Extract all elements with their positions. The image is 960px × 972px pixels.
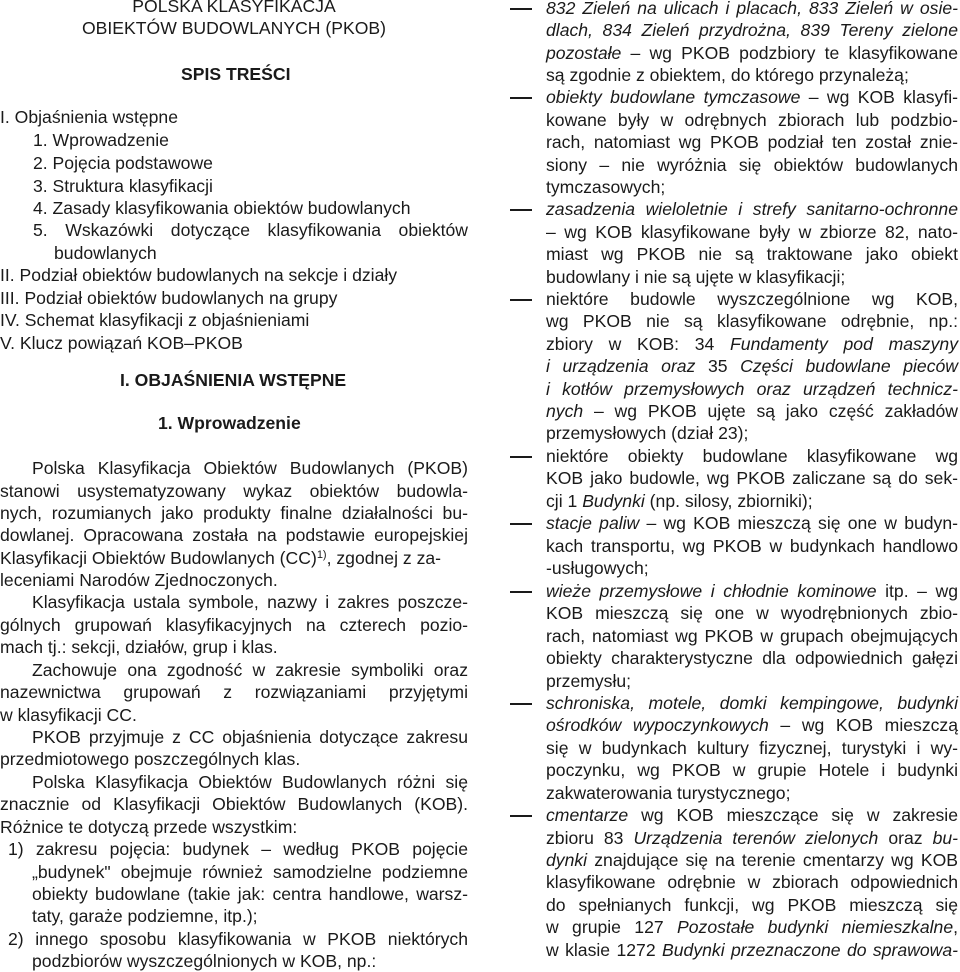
bullet-line: kach transportu, wg PKOB w budynkach handlowo — [546, 536, 958, 556]
bullet-line: przemysłu; — [546, 671, 632, 691]
italic-text: Budynki przeznaczone do sprawowa- — [662, 940, 958, 960]
toc-heading: SPIS TREŚCI — [181, 64, 291, 84]
italic-text: ośrodków wypoczynkowych — [546, 715, 769, 735]
toc-item: 1. Wprowadzenie — [33, 130, 169, 150]
bullet-dash — [510, 97, 532, 99]
bullet-text: wg KOB mieszczące się w zakresie — [628, 805, 958, 825]
bullet-line: są zgodnie z obiektem, do którego przynależą; — [546, 65, 909, 85]
italic-text: stacje paliw — [546, 513, 640, 533]
bullet-text: zbiory w KOB: 34 — [546, 334, 731, 354]
toc-item: I. Objaśnienia wstępne — [0, 107, 178, 127]
bullet-line: – wg KOB klasyfikowane były w zbiorze 82, nato- — [546, 222, 958, 242]
bullet-text: – wg PKOB podzbiory te klasyfikowane — [621, 43, 958, 63]
bullet-line: -usługowych; — [546, 558, 649, 578]
bullet-line: się w budynkach kultury fizycznej, turystyki i wy- — [546, 738, 958, 758]
paragraph-line: znacznie od Klasyfikacji Obiektów Budowlanych (KOB). — [0, 794, 468, 814]
bullet-text: w klasie 1272 — [546, 940, 663, 960]
italic-text: Części budowlane pieców — [740, 356, 958, 376]
bullet-dash — [510, 299, 532, 301]
italic-text: zasadzenia wieloletnie i strefy sanitarno-ochronne — [546, 199, 958, 219]
bullet-line — [546, 849, 958, 871]
paragraph-line: dowlanej. Opracowana została na podstawie europejskiej — [0, 525, 468, 545]
toc-item: 3. Struktura klasyfikacji — [33, 176, 213, 196]
italic-text: i urządzenia oraz — [546, 356, 696, 376]
bullet-line — [546, 490, 958, 512]
list-item-line: obiekty budowlane (takie jak: centra handlowe, warsz- — [32, 884, 468, 904]
paragraph-line: Polska Klasyfikacja Obiektów Budowlanych różni się — [32, 772, 468, 792]
bullet-line: poczynku, wg PKOB w grupie Hotele i budynki — [546, 760, 958, 780]
bullet-line — [546, 916, 958, 938]
section-heading: I. OBJAŚNIENIA WSTĘPNE — [120, 370, 347, 390]
footnote-marker: 1) — [316, 549, 327, 561]
paragraph-line: stanowi usystematyzowany wykaz obiektów budowla- — [0, 481, 468, 501]
paragraph-line: mach tj.: sekcji, działów, grup i klas. — [0, 637, 278, 657]
bullet-text: oraz — [878, 828, 933, 848]
bullet-line — [546, 804, 958, 826]
italic-text: Budynki — [582, 491, 645, 511]
italic-text: 832 Zieleń na ulicach i placach, 833 Zieleń w osie- — [546, 0, 958, 18]
paragraph-line: Różnice te dotyczą przede wszystkim: — [0, 817, 298, 837]
bullet-line: niektóre budowle wyszczególnione wg KOB, — [546, 289, 958, 309]
bullet-line — [546, 86, 958, 108]
toc-item: 2. Pojęcia podstawowe — [33, 153, 213, 173]
bullet-text: – wg PKOB ujęte są jako część zakładów — [583, 401, 958, 421]
paragraph-line: Zachowuje ona zgodność w zakresie symboliki oraz — [32, 660, 468, 680]
italic-text: nych — [546, 401, 584, 421]
bullet-dash — [510, 456, 532, 458]
italic-text: obiekty budowlane tymczasowe — [546, 87, 801, 107]
toc-item: IV. Schemat klasyfikacji z objaśnieniami — [0, 310, 310, 330]
bullet-text: w grupie 127 — [546, 917, 678, 937]
bullet-text: 35 — [695, 356, 741, 376]
paragraph-line: gólnych grupowań klasyfikacyjnych na czterech pozio- — [0, 615, 468, 635]
italic-text: i kotłów przemysłowych oraz urządzeń technicz- — [546, 379, 958, 399]
list-item-line: taty, garaże podziemne, itp.); — [32, 906, 258, 926]
doc-title-line-1: POLSKA KLASYFIKACJA — [132, 0, 336, 16]
list-item-line: „budynek" obejmuje również samodzielne podziemne — [32, 862, 468, 882]
italic-text: bu- — [932, 828, 958, 848]
toc-item: budowlanych — [54, 243, 157, 263]
bullet-text: – wg KOB klasyfi- — [800, 87, 958, 107]
italic-text: cmentarze — [546, 805, 629, 825]
bullet-line: siony – nie wyróżnia się obiektów budowlanych — [546, 155, 958, 175]
bullet-line: klasyfikowane odrębnie w zbiorach odpowiednich — [546, 872, 958, 892]
paragraph-text: , zgodnej z za- — [326, 548, 442, 568]
paragraph-line: nazewnictwa grupowań z rozwiązaniami przyjętymi — [0, 682, 468, 702]
toc-item: III. Podział obiektów budowlanych na grupy — [0, 288, 338, 308]
italic-text: pozostałe — [546, 43, 622, 63]
bullet-line — [546, 378, 958, 400]
bullet-line: rach, natomiast wg PKOB podział ten został znie- — [546, 132, 958, 152]
bullet-dash — [510, 209, 532, 211]
paragraph-line: Klasyfikacja ustala symbole, nazwy i zakres poszcze- — [32, 592, 468, 612]
paragraph-line: w klasyfikacji CC. — [0, 705, 137, 725]
bullet-line — [546, 580, 958, 602]
bullet-line — [546, 512, 958, 534]
bullet-line — [546, 19, 958, 41]
bullet-dash — [510, 703, 532, 705]
bullet-line: tymczasowych; — [546, 177, 666, 197]
paragraph-text: Klasyfikacji Obiektów Budowlanych (CC) — [0, 548, 317, 568]
toc-item: V. Klucz powiązań KOB–PKOB — [0, 333, 243, 353]
bullet-dash — [510, 591, 532, 593]
paragraph-line — [0, 547, 468, 569]
bullet-line — [546, 355, 958, 377]
paragraph-line: nych, rozumianych jako produkty finalne działalności bu- — [0, 503, 468, 523]
toc-item: II. Podział obiektów budowlanych na sekcje i działy — [0, 265, 398, 285]
bullet-dash — [510, 8, 532, 10]
bullet-text: zbioru 83 — [546, 828, 634, 848]
bullet-line — [546, 692, 958, 714]
bullet-line — [546, 714, 958, 736]
italic-text: Pozostałe budynki niemieszkalne — [677, 917, 954, 937]
bullet-line — [546, 400, 958, 422]
italic-text: Urządzenia terenów zielonych — [633, 828, 879, 848]
paragraph-line: przedmiotowego poszczególnych klas. — [0, 749, 301, 769]
bullet-text: , — [953, 917, 958, 937]
list-item-line: podzbiorów wyszczególnionych w KOB, np.: — [32, 951, 377, 971]
italic-text: dlach, 834 Zieleń przydrożna, 839 Tereny zielone — [546, 20, 958, 40]
bullet-line: przemysłowych (dział 23); — [546, 423, 749, 443]
bullet-text: – wg KOB mieszczą — [768, 715, 958, 735]
italic-text: wieże przemysłowe i chłodnie kominowe — [546, 581, 877, 601]
bullet-line: KOB mieszczą się one w wyodrębnionych zbio- — [546, 603, 958, 623]
section-subheading: 1. Wprowadzenie — [158, 413, 301, 433]
bullet-line — [546, 333, 958, 355]
bullet-line: KOB jako budowle, wg PKOB zaliczane są do sek- — [546, 468, 958, 488]
list-item-line: 2) innego sposobu klasyfikowania w PKOB niektórych — [8, 929, 468, 949]
italic-text: schroniska, motele, domki kempingowe, budynki — [546, 693, 958, 713]
bullet-line: budowlany i nie są ujęte w klasyfikacji; — [546, 267, 846, 287]
bullet-line — [546, 0, 958, 19]
bullet-line — [546, 827, 958, 849]
italic-text: dynki — [546, 850, 588, 870]
italic-text: Fundamenty pod maszyny — [730, 334, 958, 354]
bullet-text: – wg KOB mieszczą się one w budyn- — [639, 513, 958, 533]
bullet-line — [546, 939, 958, 961]
bullet-text: (np. silosy, zbiorniki); — [644, 491, 813, 511]
paragraph-line: PKOB przyjmuje z CC objaśnienia dotyczące zakresu — [32, 727, 468, 747]
paragraph-line: leceniami Narodów Zjednoczonych. — [0, 570, 278, 590]
bullet-line: miast wg PKOB nie są traktowane jako obiekt — [546, 244, 958, 264]
bullet-line: do spełnianych funkcji, wg PKOB mieszczą się — [546, 895, 958, 915]
bullet-line: wg PKOB nie są klasyfikowane odrębnie, np.: — [546, 311, 958, 331]
bullet-line: obiekty charakterystyczne dla odpowiednich gałęzi — [546, 648, 958, 668]
list-item-line: 1) zakresu pojęcia: budynek – według PKOB pojęcie — [8, 839, 468, 859]
bullet-line: zakwaterowania turystycznego; — [546, 783, 791, 803]
bullet-text: cji 1 — [546, 491, 583, 511]
bullet-line: kowane były w odrębnych zbiorach lub podzbio- — [546, 110, 958, 130]
bullet-line: rach, natomiast wg PKOB w grupach obejmujących — [546, 626, 958, 646]
bullet-line: niektóre obiekty budowlane klasyfikowane wg — [546, 446, 958, 466]
toc-item: 5. Wskazówki dotyczące klasyfikowania obiektów — [33, 220, 468, 240]
paragraph-line: Polska Klasyfikacja Obiektów Budowlanych (PKOB) — [32, 458, 468, 478]
doc-title-line-2: OBIEKTÓW BUDOWLANYCH (PKOB) — [81, 18, 386, 38]
toc-item: 4. Zasady klasyfikowania obiektów budowlanych — [33, 198, 411, 218]
bullet-dash — [510, 815, 532, 817]
bullet-text: znajdujące się na terenie cmentarzy wg KOB — [587, 850, 958, 870]
bullet-line — [546, 42, 958, 64]
bullet-line — [546, 198, 958, 220]
bullet-text: itp. – wg — [876, 581, 958, 601]
bullet-dash — [510, 523, 532, 525]
